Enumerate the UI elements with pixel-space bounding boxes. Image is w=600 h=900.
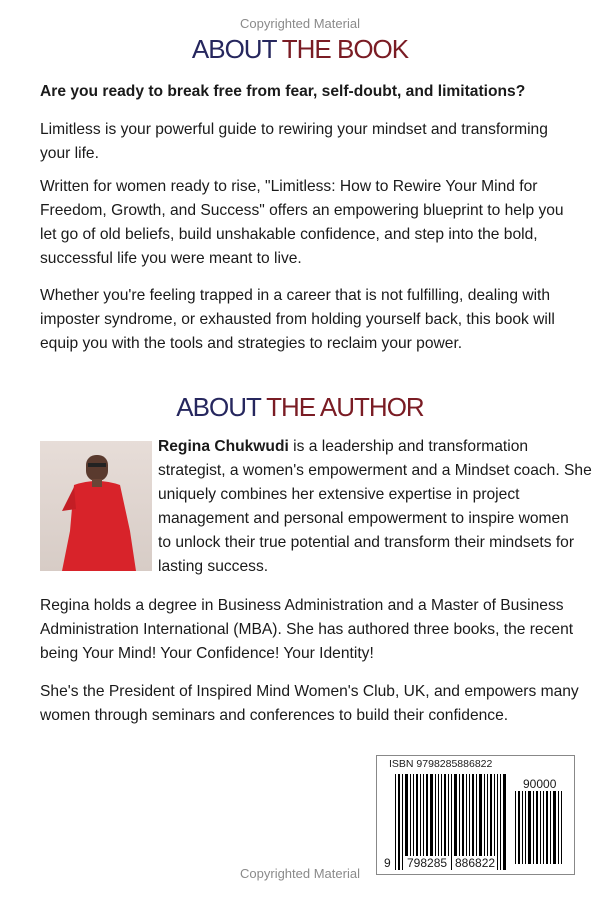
barcode-bar <box>528 791 531 864</box>
text-line: is a leadership and transformation <box>288 438 529 455</box>
author-bio <box>158 435 592 579</box>
about-author-heading <box>0 392 600 423</box>
barcode-bar <box>525 791 526 864</box>
book-paragraph-1 <box>40 118 548 166</box>
text-line: lasting success. <box>158 558 269 575</box>
author-photo <box>40 441 152 571</box>
text-line: being Your Mind! Your Confidence! Your Identity! <box>40 645 374 662</box>
barcode-bar <box>500 774 501 870</box>
text-line: women through seminars and conferences to build their confidence. <box>40 707 509 724</box>
book-lead: Are you ready to break free from fear, self-doubt, and limitations? <box>40 83 526 100</box>
book-paragraph-3 <box>40 284 555 356</box>
text-line: successful life you were meant to live. <box>40 250 302 267</box>
isbn-label: ISBN 9798285886822 <box>389 758 493 770</box>
barcode-bar <box>553 791 556 864</box>
text-line: Administration International (MBA). She has authored three books, the recent <box>40 621 574 638</box>
text-line: She's the President of Inspired Mind Women's Club, UK, and empowers many <box>40 683 579 700</box>
barcode-digits-left: 798285 <box>407 856 448 870</box>
text-line: let go of old beliefs, build unshakable confidence, and step into the bold, <box>40 226 538 243</box>
author-paragraph-3 <box>40 680 579 728</box>
barcode-bar <box>533 791 534 864</box>
text-line: management and personal empowerment to inspire women <box>158 510 569 527</box>
text-line: to unlock their true potential and transform their mindsets for <box>158 534 575 551</box>
text-line: Regina holds a degree in Business Administration and a Master of Business <box>40 597 564 614</box>
heading-part2: THE BOOK <box>276 34 409 64</box>
barcode-bar <box>503 774 506 870</box>
barcode-bar <box>515 791 516 864</box>
text-line: equip you with the tools and strategies to reclaim your power. <box>40 335 463 352</box>
text-line: Freedom, Growth, and Success" offers an empowering blueprint to help you <box>40 202 564 219</box>
text-line: your life. <box>40 145 99 162</box>
barcode-digits-right: 886822 <box>455 856 496 870</box>
barcode-bar <box>536 791 538 864</box>
barcode-bar <box>543 791 544 864</box>
barcode-bar <box>540 791 541 864</box>
barcode-bar <box>398 774 400 870</box>
text-line: Written for women ready to rise, "Limitless: How to Rewire Your Mind for <box>40 178 538 195</box>
watermark-bottom: Copyrighted Material <box>240 866 360 881</box>
about-book-heading <box>0 34 600 65</box>
barcode-bar <box>395 774 396 870</box>
heading-part2: THE AUTHOR <box>260 392 424 422</box>
text-line: imposter syndrome, or exhausted from holding yourself back, this book will <box>40 311 555 328</box>
heading-part1: ABOUT <box>191 34 276 64</box>
barcode-bar <box>558 791 559 864</box>
barcode-bar <box>522 791 523 864</box>
barcode-digit-first: 9 <box>384 856 391 870</box>
price-code: 90000 <box>523 777 557 791</box>
barcode-bar <box>550 791 551 864</box>
watermark-top: Copyrighted Material <box>240 16 360 31</box>
heading-part1: ABOUT <box>176 392 261 422</box>
text-line: Whether you're feeling trapped in a career that is not fulfilling, dealing with <box>40 287 551 304</box>
isbn-barcode <box>376 755 575 875</box>
barcode-bar <box>518 791 520 864</box>
barcode-bar <box>451 774 452 870</box>
barcode-bar <box>402 774 403 870</box>
barcode-bar <box>497 774 498 870</box>
text-line: strategist, a women's empowerment and a Mindset coach. She <box>158 462 592 479</box>
addon-bars <box>515 791 564 864</box>
text-line: Limitless is your powerful guide to rewiring your mindset and transforming <box>40 121 548 138</box>
barcode-bar <box>546 791 548 864</box>
text-line: uniquely combines her extensive expertise in project <box>158 486 520 503</box>
author-name: Regina Chukwudi <box>158 438 289 455</box>
barcode-bar <box>561 791 562 864</box>
author-paragraph-2 <box>40 594 573 666</box>
book-paragraph-2 <box>40 175 564 271</box>
